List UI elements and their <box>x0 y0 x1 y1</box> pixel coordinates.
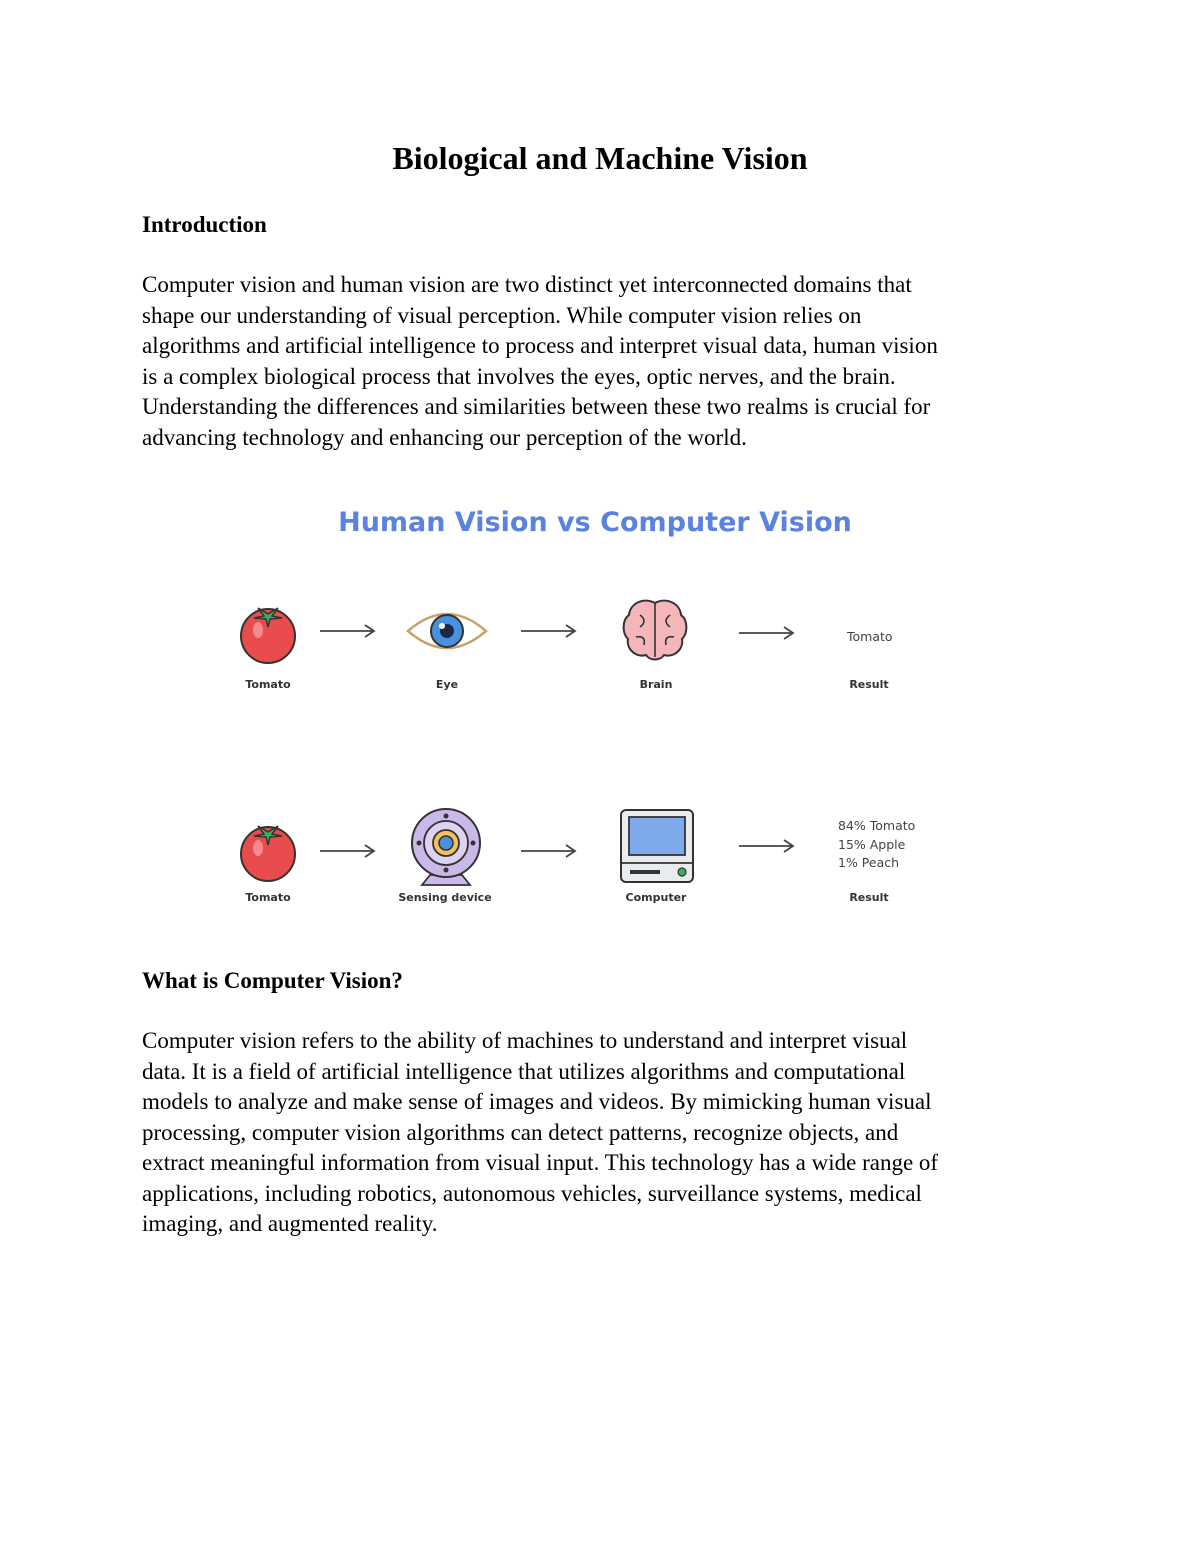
arrow-right-icon <box>519 843 579 859</box>
intro-line: advancing technology and enhancing our perception of the world. <box>142 424 747 450</box>
intro-line: shape our understanding of visual perception. While computer vision relies on <box>142 302 862 328</box>
cv-heading: What is Computer Vision? <box>142 968 403 993</box>
cv-line: data. It is a field of artificial intelligence that utilizes algorithms and computational <box>142 1058 906 1084</box>
computer-result-item: 84% Tomato <box>838 818 916 833</box>
intro-heading: Introduction <box>142 212 267 237</box>
page-title: Biological and Machine Vision <box>392 140 808 176</box>
intro-line: algorithms and artificial intelligence to process and interpret visual data, human vision <box>142 333 938 358</box>
intro-line: Computer vision and human vision are two distinct yet interconnected domains that <box>142 272 912 297</box>
human-label-eye: Eye <box>435 678 459 691</box>
cv-line: imaging, and augmented reality. <box>142 1211 438 1236</box>
computer-label-tomato: Tomato <box>245 891 291 904</box>
arrow-right-icon <box>318 843 378 859</box>
cv-line: extract meaningful information from visual input. This technology has a wide range of <box>142 1150 939 1175</box>
cv-line: Computer vision refers to the ability of machines to understand and interpret visual <box>142 1028 908 1053</box>
vision-comparison-figure <box>210 495 970 925</box>
cv-paragraph <box>142 1026 1072 1240</box>
computer-icon <box>618 807 696 885</box>
arrow-right-icon <box>519 623 579 639</box>
arrow-right-icon <box>318 623 378 639</box>
cv-line: models to analyze and make sense of images and videos. By mimicking human visual <box>142 1089 932 1114</box>
human-label-brain: Brain <box>639 678 673 691</box>
computer-result-list <box>838 817 915 873</box>
intro-line: is a complex biological process that involves the eyes, optic nerves, and the brain. <box>142 363 896 389</box>
tomato-icon <box>236 600 300 664</box>
brain-icon <box>620 595 690 665</box>
cv-line: processing, computer vision algorithms can detect patterns, recognize objects, and <box>142 1119 899 1145</box>
arrow-right-icon <box>737 838 797 854</box>
computer-result-item: 15% Apple <box>838 836 906 852</box>
sensing-device-icon <box>408 807 484 887</box>
intro-paragraph <box>142 270 1072 453</box>
computer-result-item: 1% Peach <box>838 855 900 870</box>
eye-icon <box>405 603 489 659</box>
human-label-result: Result <box>849 678 889 691</box>
intro-line: Understanding the differences and similarities between these two realms is crucial for <box>142 394 931 419</box>
cv-line: applications, including robotics, autonomous vehicles, surveillance systems, medical <box>142 1180 922 1206</box>
tomato-icon <box>236 818 300 882</box>
human-result-value: Tomato <box>847 629 893 644</box>
computer-label-computer: Computer <box>625 891 687 904</box>
arrow-right-icon <box>737 625 797 641</box>
human-label-tomato: Tomato <box>245 678 291 691</box>
computer-label-result: Result <box>849 891 889 904</box>
computer-label-sensing-device: Sensing device <box>398 891 492 904</box>
figure-title: Human Vision vs Computer Vision <box>338 507 852 538</box>
